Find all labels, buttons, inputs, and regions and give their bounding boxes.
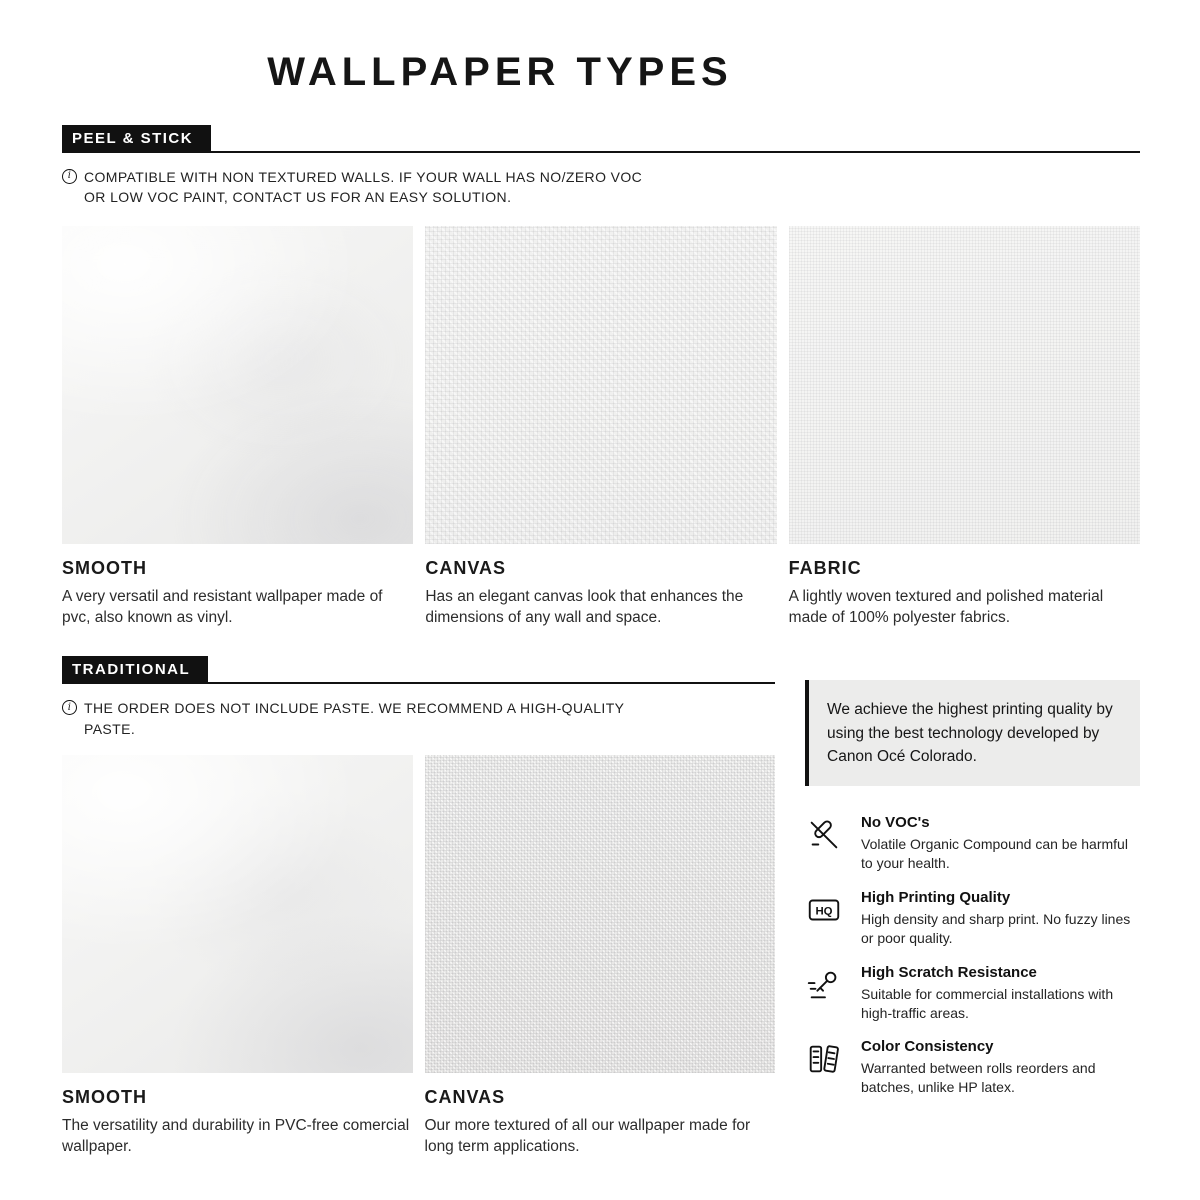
feature-text xyxy=(861,814,1140,873)
section-note xyxy=(62,167,647,208)
color-swatch-icon xyxy=(805,1038,845,1078)
quality-quote: We achieve the highest printing quality by using the best technology developed by Canon Océ Colorado. xyxy=(805,680,1140,786)
swatch-image-canvas xyxy=(425,755,776,1073)
feature-color-consistency xyxy=(805,1038,1140,1097)
swatch-image-smooth xyxy=(62,226,413,544)
feature-no-voc xyxy=(805,814,1140,873)
scratch-icon xyxy=(805,964,845,1004)
note-text: COMPATIBLE WITH NON TEXTURED WALLS. IF YOUR WALL HAS NO/ZERO VOC OR LOW VOC PAINT, CONTACT US FOR AN EASY SOLUTION. xyxy=(84,169,643,206)
no-voc-icon xyxy=(805,814,845,854)
feature-title: No VOC's xyxy=(861,814,930,832)
feature-description: Warranted between rolls reorders and batches, unlike HP latex. xyxy=(861,1060,1096,1096)
swatch-description: Our more textured of all our wallpaper made for long term applications. xyxy=(424,1116,751,1156)
swatch-description: The versatility and durability in PVC-free comercial wallpaper. xyxy=(62,1116,410,1156)
feature-description: Volatile Organic Compound can be harmful to your health. xyxy=(861,836,1128,871)
feature-high-scratch-resistance xyxy=(805,964,1140,1023)
info-panel xyxy=(805,656,1140,1157)
feature-description: High density and sharp print. No fuzzy lines or poor quality. xyxy=(861,910,1131,946)
swatch-card-canvas xyxy=(425,755,776,1158)
info-icon: i xyxy=(62,169,77,184)
section-traditional xyxy=(62,656,775,1157)
feature-text xyxy=(861,964,1140,1023)
feature-high-printing-quality xyxy=(805,889,1140,948)
note-text: THE ORDER DOES NOT INCLUDE PASTE. WE RECOMMEND A HIGH-QUALITY PASTE. xyxy=(84,700,625,737)
feature-list xyxy=(805,814,1140,1097)
swatch-description: A lightly woven textured and polished material made of 100% polyester fabrics. xyxy=(788,587,1104,626)
info-icon: i xyxy=(62,700,77,715)
swatch-name: FABRIC xyxy=(788,557,862,578)
bottom-row xyxy=(62,656,1140,1157)
swatch-card-smooth xyxy=(62,755,413,1158)
section-note xyxy=(62,698,647,739)
section-peel-and-stick xyxy=(62,125,1140,628)
page-title: WALLPAPER TYPES xyxy=(267,50,733,94)
section-badge-peel-stick: PEEL & STICK xyxy=(62,125,211,151)
swatch-name: SMOOTH xyxy=(62,1086,147,1107)
feature-title: Color Consistency xyxy=(861,1038,994,1056)
feature-description: Suitable for commercial installations with high-traffic areas. xyxy=(861,985,1114,1021)
swatch-image-smooth xyxy=(62,755,413,1073)
section-header-rule xyxy=(62,656,775,684)
swatch-image-fabric xyxy=(789,226,1140,544)
swatch-card-fabric xyxy=(789,226,1140,629)
swatch-description: Has an elegant canvas look that enhances the dimensions of any wall and space. xyxy=(425,587,744,626)
section-header-rule xyxy=(62,125,1140,153)
swatch-name: CANVAS xyxy=(424,1086,506,1107)
swatch-card-canvas xyxy=(425,226,776,629)
swatch-name: SMOOTH xyxy=(62,557,147,578)
feature-title: High Printing Quality xyxy=(861,888,1011,906)
feature-text xyxy=(861,889,1140,948)
swatch-image-canvas xyxy=(425,226,776,544)
hq-icon xyxy=(805,889,845,929)
swatch-name: CANVAS xyxy=(425,557,506,578)
feature-text xyxy=(861,1038,1140,1097)
swatch-row xyxy=(62,755,775,1158)
swatch-description: A very versatil and resistant wallpaper made of pvc, also known as vinyl. xyxy=(62,587,383,626)
swatch-card-smooth xyxy=(62,226,413,629)
feature-title: High Scratch Resistance xyxy=(861,963,1037,981)
section-badge-traditional: TRADITIONAL xyxy=(62,656,208,682)
swatch-row xyxy=(62,226,1140,629)
svg-text:HQ: HQ xyxy=(815,905,833,918)
